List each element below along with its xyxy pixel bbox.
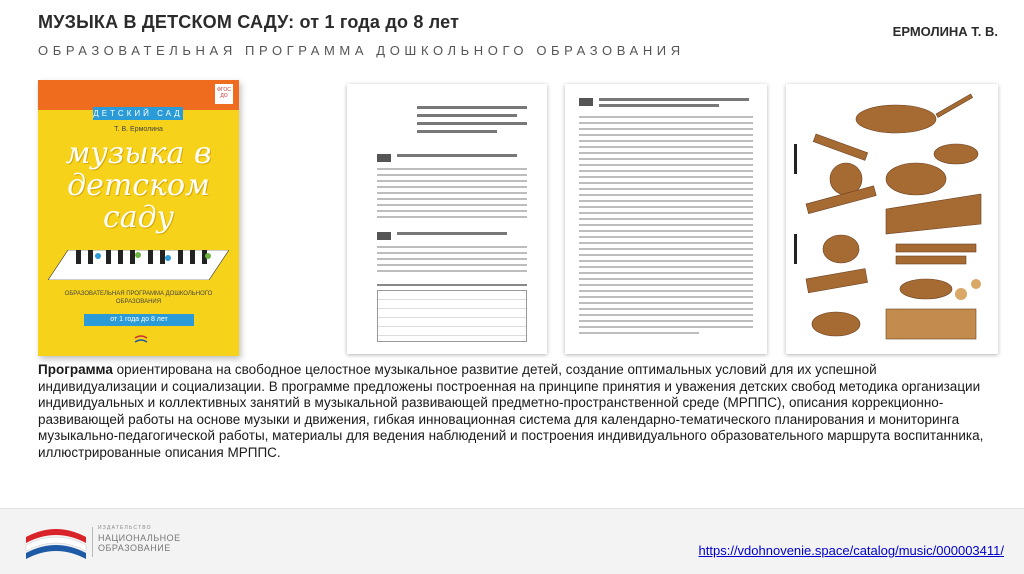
publisher-line-1: НАЦИОНАЛЬНОЕ xyxy=(98,533,181,543)
author-name: ЕРМОЛИНА Т. В. xyxy=(892,24,998,39)
methodology-page-image xyxy=(565,84,767,354)
program-description-lead: Программа xyxy=(38,362,113,377)
footer-divider xyxy=(92,527,93,557)
publisher-label: ИЗДАТЕЛЬСТВО xyxy=(98,525,152,531)
catalog-link[interactable]: https://vdohnovenie.space/catalog/music/000003411/ xyxy=(698,543,1004,558)
program-description-text: ориентирована на свободное целостное музыкальное развитие детей, создание оптимальных условий для их успешной индивидуализации и социализации. В программе предложены построенная на принципе принятия и уважения детских свобод методика организации индивидуальных и коллективных занятий в музыкальной развивающей предметно-пространственной среде (МРППС), описания коррекционно-развивающей работы на основе музыки и движения, гибкая инновационная система для календарно-тематического планирования и мониторинга музыкально-педагогической работы, материалы для ведения наблюдений и построения индивидуального образовательного маршрута воспитанника, иллюстрированные описания МРППС. xyxy=(38,362,984,460)
slide-header xyxy=(38,12,998,72)
national-education-logo-icon xyxy=(22,523,90,563)
piano-keys-illustration xyxy=(48,250,229,280)
image-gallery xyxy=(38,80,998,358)
slide-title: МУЗЫКА В ДЕТСКОМ САДУ: от 1 года до 8 лет xyxy=(38,12,460,32)
slide-subtitle: ОБРАЗОВАТЕЛЬНАЯ ПРОГРАММА ДОШКОЛЬНОГО ОБРАЗОВАНИЯ xyxy=(38,43,685,58)
book-cover-band xyxy=(38,80,239,110)
publisher-line-2: ОБРАЗОВАНИЕ xyxy=(98,543,171,553)
book-age-range: от 1 года до 8 лет xyxy=(84,314,194,326)
publisher-mini-logo-icon xyxy=(134,334,148,346)
book-author: Т. В. Ермолина xyxy=(114,126,163,133)
program-description xyxy=(38,362,988,462)
book-title: музыка в детском саду xyxy=(65,136,212,235)
book-cover-image xyxy=(38,80,239,356)
publisher-name xyxy=(98,525,181,553)
book-series: ДЕТСКИЙ САД xyxy=(93,109,183,118)
musical-instruments-illustration xyxy=(786,84,998,354)
program-page-image xyxy=(347,84,547,354)
footer-bar xyxy=(0,508,1024,574)
fgos-badge: ФГОС ДО xyxy=(215,84,233,104)
book-subtitle: ОБРАЗОВАТЕЛЬНАЯ ПРОГРАММА ДОШКОЛЬНОГО ОБРАЗОВАНИЯ xyxy=(64,291,213,305)
instruments-page-image xyxy=(786,84,998,354)
